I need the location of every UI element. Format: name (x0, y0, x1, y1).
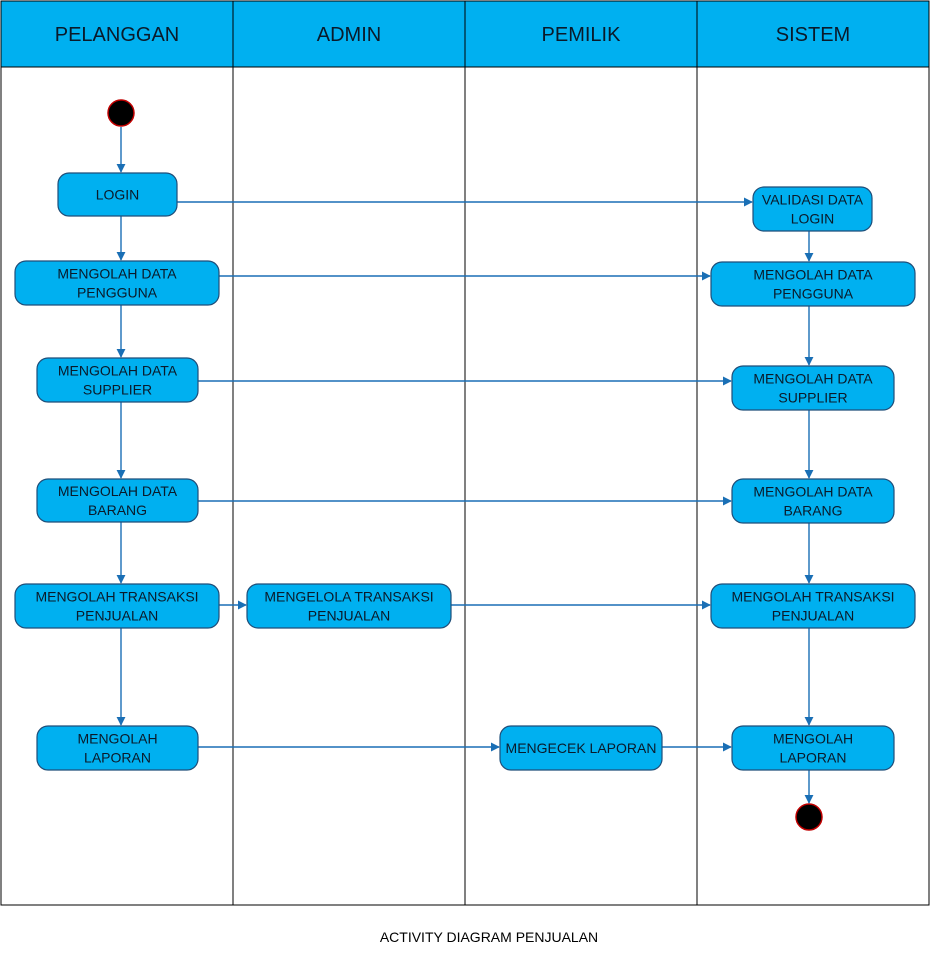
activity-node-s-laporan (732, 726, 894, 770)
activity-label: MENGOLAH (772, 730, 854, 747)
lane-title-pelanggan: PELANGGAN (54, 24, 180, 46)
lane-body-pemilik (465, 67, 697, 905)
activity-label: LOGIN (790, 210, 835, 227)
lane-body-admin (233, 67, 465, 905)
activity-label: PENGGUNA (76, 284, 158, 301)
activity-label: SUPPLIER (778, 389, 848, 406)
activity-label: BARANG (783, 502, 843, 519)
activity-label: MENGOLAH TRANSAKSI (731, 588, 895, 605)
activity-label: MENGOLAH TRANSAKSI (35, 588, 199, 605)
activity-node-s-validasi (753, 187, 872, 231)
end-node (796, 804, 822, 830)
activity-node-p-barang (37, 479, 198, 522)
activity-label: MENGOLAH DATA (753, 370, 873, 387)
lane-admin (233, 1, 465, 905)
activity-node-a-transaksi (247, 584, 451, 628)
activity-label: BARANG (87, 502, 148, 518)
activity-node-s-supplier (732, 366, 894, 410)
activity-label: LOGIN (95, 186, 140, 203)
diagram-caption: ACTIVITY DIAGRAM PENJUALAN (379, 929, 599, 945)
activity-label: MENGOLAH DATA (57, 265, 177, 282)
start-node (108, 100, 134, 126)
activity-label: PENJUALAN (307, 607, 391, 624)
activity-node-s-barang (732, 479, 894, 523)
activity-label: PENGGUNA (772, 285, 854, 302)
activity-label: MENGOLAH DATA (753, 266, 873, 283)
activity-node-s-transaksi (711, 584, 915, 628)
activity-label: MENGOLAH (77, 730, 158, 747)
activity-label: LAPORAN (779, 749, 847, 766)
activity-node-p-supplier (37, 358, 198, 402)
activity-label: SUPPLIER (82, 381, 153, 398)
activity-node-p-laporan (37, 726, 198, 770)
lane-title-pemilik: PEMILIK (541, 24, 621, 46)
activity-label: MENGOLAH DATA (57, 362, 178, 379)
activity-label: MENGOLAH DATA (753, 483, 873, 500)
activity-label: PENJUALAN (75, 607, 159, 624)
activity-label: LAPORAN (84, 749, 151, 766)
activity-label: MENGELOLA TRANSAKSI (264, 588, 434, 605)
activity-node-o-laporan (500, 726, 662, 770)
activity-node-login (58, 173, 177, 216)
activity-label: PENJUALAN (771, 607, 855, 624)
activity-node-p-pengguna (15, 261, 219, 305)
lane-title-admin: ADMIN (316, 24, 382, 46)
activity-label: VALIDASI DATA (761, 191, 864, 208)
activity-node-s-pengguna (711, 262, 915, 306)
activity-label: MENGECEK LAPORAN (505, 740, 657, 756)
activity-node-p-transaksi (15, 584, 219, 628)
activity-label: MENGOLAH DATA (57, 483, 178, 499)
lane-title-sistem: SISTEM (775, 24, 851, 46)
